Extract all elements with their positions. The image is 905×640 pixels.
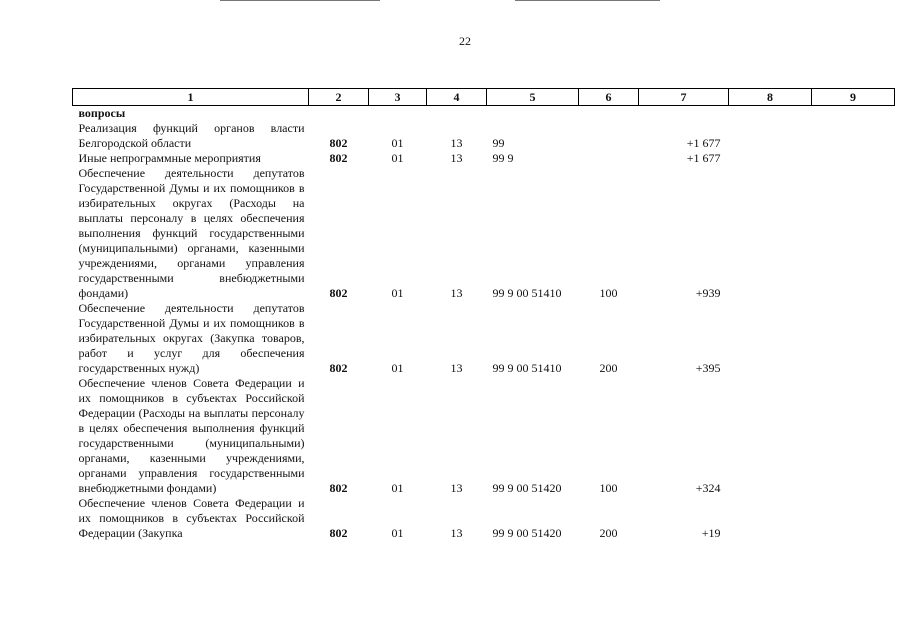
column-header: 9 (812, 89, 895, 106)
table-row (73, 151, 895, 166)
row-vr: 200 (599, 526, 618, 540)
row-rz: 01 (391, 526, 404, 540)
table-row (73, 376, 895, 496)
page-number: 22 (459, 34, 471, 48)
row-pr: 13 (450, 361, 463, 375)
row-name: Обеспечение членов Совета Федерации и их помощников в субъектах Российской Федерации (Закупка (78, 496, 305, 540)
column-header: 8 (729, 89, 812, 106)
row-sum: +1 677 (686, 136, 721, 150)
row-grbs: 802 (329, 361, 348, 375)
header-row (73, 89, 895, 106)
row-vr: 200 (599, 361, 618, 375)
row-grbs: 802 (329, 286, 348, 300)
row-name: Обеспечение деятельности депутатов Государственной Думы и их помощников в избирательных округах (Расходы на выплаты персоналу в целях обеспечения выполнения функций государственными (муниципальными) органами, казенными учреждениями, органами управления государственными внебюджетными фондами) (78, 166, 305, 300)
budget-table (72, 88, 895, 541)
table-row (73, 496, 895, 541)
row-pr: 13 (450, 151, 463, 165)
row-csr: 99 9 00 51420 (492, 481, 562, 495)
row-csr: 99 9 00 51410 (492, 361, 562, 375)
column-header: 2 (309, 89, 369, 106)
row-pr: 13 (450, 136, 463, 150)
row-vr: 100 (599, 481, 618, 495)
row-sum: +324 (695, 481, 721, 495)
column-header: 6 (579, 89, 639, 106)
row-vr: 100 (599, 286, 618, 300)
row-rz: 01 (391, 136, 404, 150)
row-pr: 13 (450, 481, 463, 495)
section-row (73, 106, 895, 122)
row-rz: 01 (391, 361, 404, 375)
table-row (73, 121, 895, 151)
scan-edge-line (515, 0, 660, 1)
row-sum: +939 (695, 286, 721, 300)
row-pr: 13 (450, 286, 463, 300)
column-header: 7 (639, 89, 729, 106)
column-header: 1 (73, 89, 309, 106)
scan-edge-line (220, 0, 380, 1)
row-vr (579, 151, 639, 166)
row-name: Обеспечение деятельности депутатов Государственной Думы и их помощников в избирательных округах (Закупка товаров, работ и услуг для обеспечения государственных нужд) (78, 301, 305, 375)
row-csr: 99 9 00 51420 (492, 526, 562, 540)
column-header: 4 (427, 89, 487, 106)
row-name: Реализация функций органов власти Белгородской области (78, 121, 305, 150)
row-sum: +395 (695, 361, 721, 375)
column-header: 5 (487, 89, 579, 106)
row-grbs: 802 (329, 526, 348, 540)
section-title: вопросы (78, 106, 126, 120)
row-rz: 01 (391, 481, 404, 495)
row-rz: 01 (391, 151, 404, 165)
row-rz: 01 (391, 286, 404, 300)
row-vr (579, 121, 639, 151)
row-csr: 99 (492, 136, 505, 150)
table-row (73, 166, 895, 301)
row-name: Иные непрограммные мероприятия (78, 151, 261, 165)
row-name: Обеспечение членов Совета Федерации и их помощников в субъектах Российской Федерации (Расходы на выплаты персоналу в целях обеспечения выполнения функций государственными (муниципальными) органами, казенными учреждениями, органами управления государственными внебюджетными фондами) (78, 376, 305, 495)
table-row (73, 301, 895, 376)
row-grbs: 802 (329, 481, 348, 495)
row-pr: 13 (450, 526, 463, 540)
row-sum: +19 (701, 526, 721, 540)
row-sum: +1 677 (686, 151, 721, 165)
row-grbs: 802 (329, 151, 348, 165)
row-csr: 99 9 (492, 151, 514, 165)
row-csr: 99 9 00 51410 (492, 286, 562, 300)
row-grbs: 802 (329, 136, 348, 150)
column-header: 3 (369, 89, 427, 106)
